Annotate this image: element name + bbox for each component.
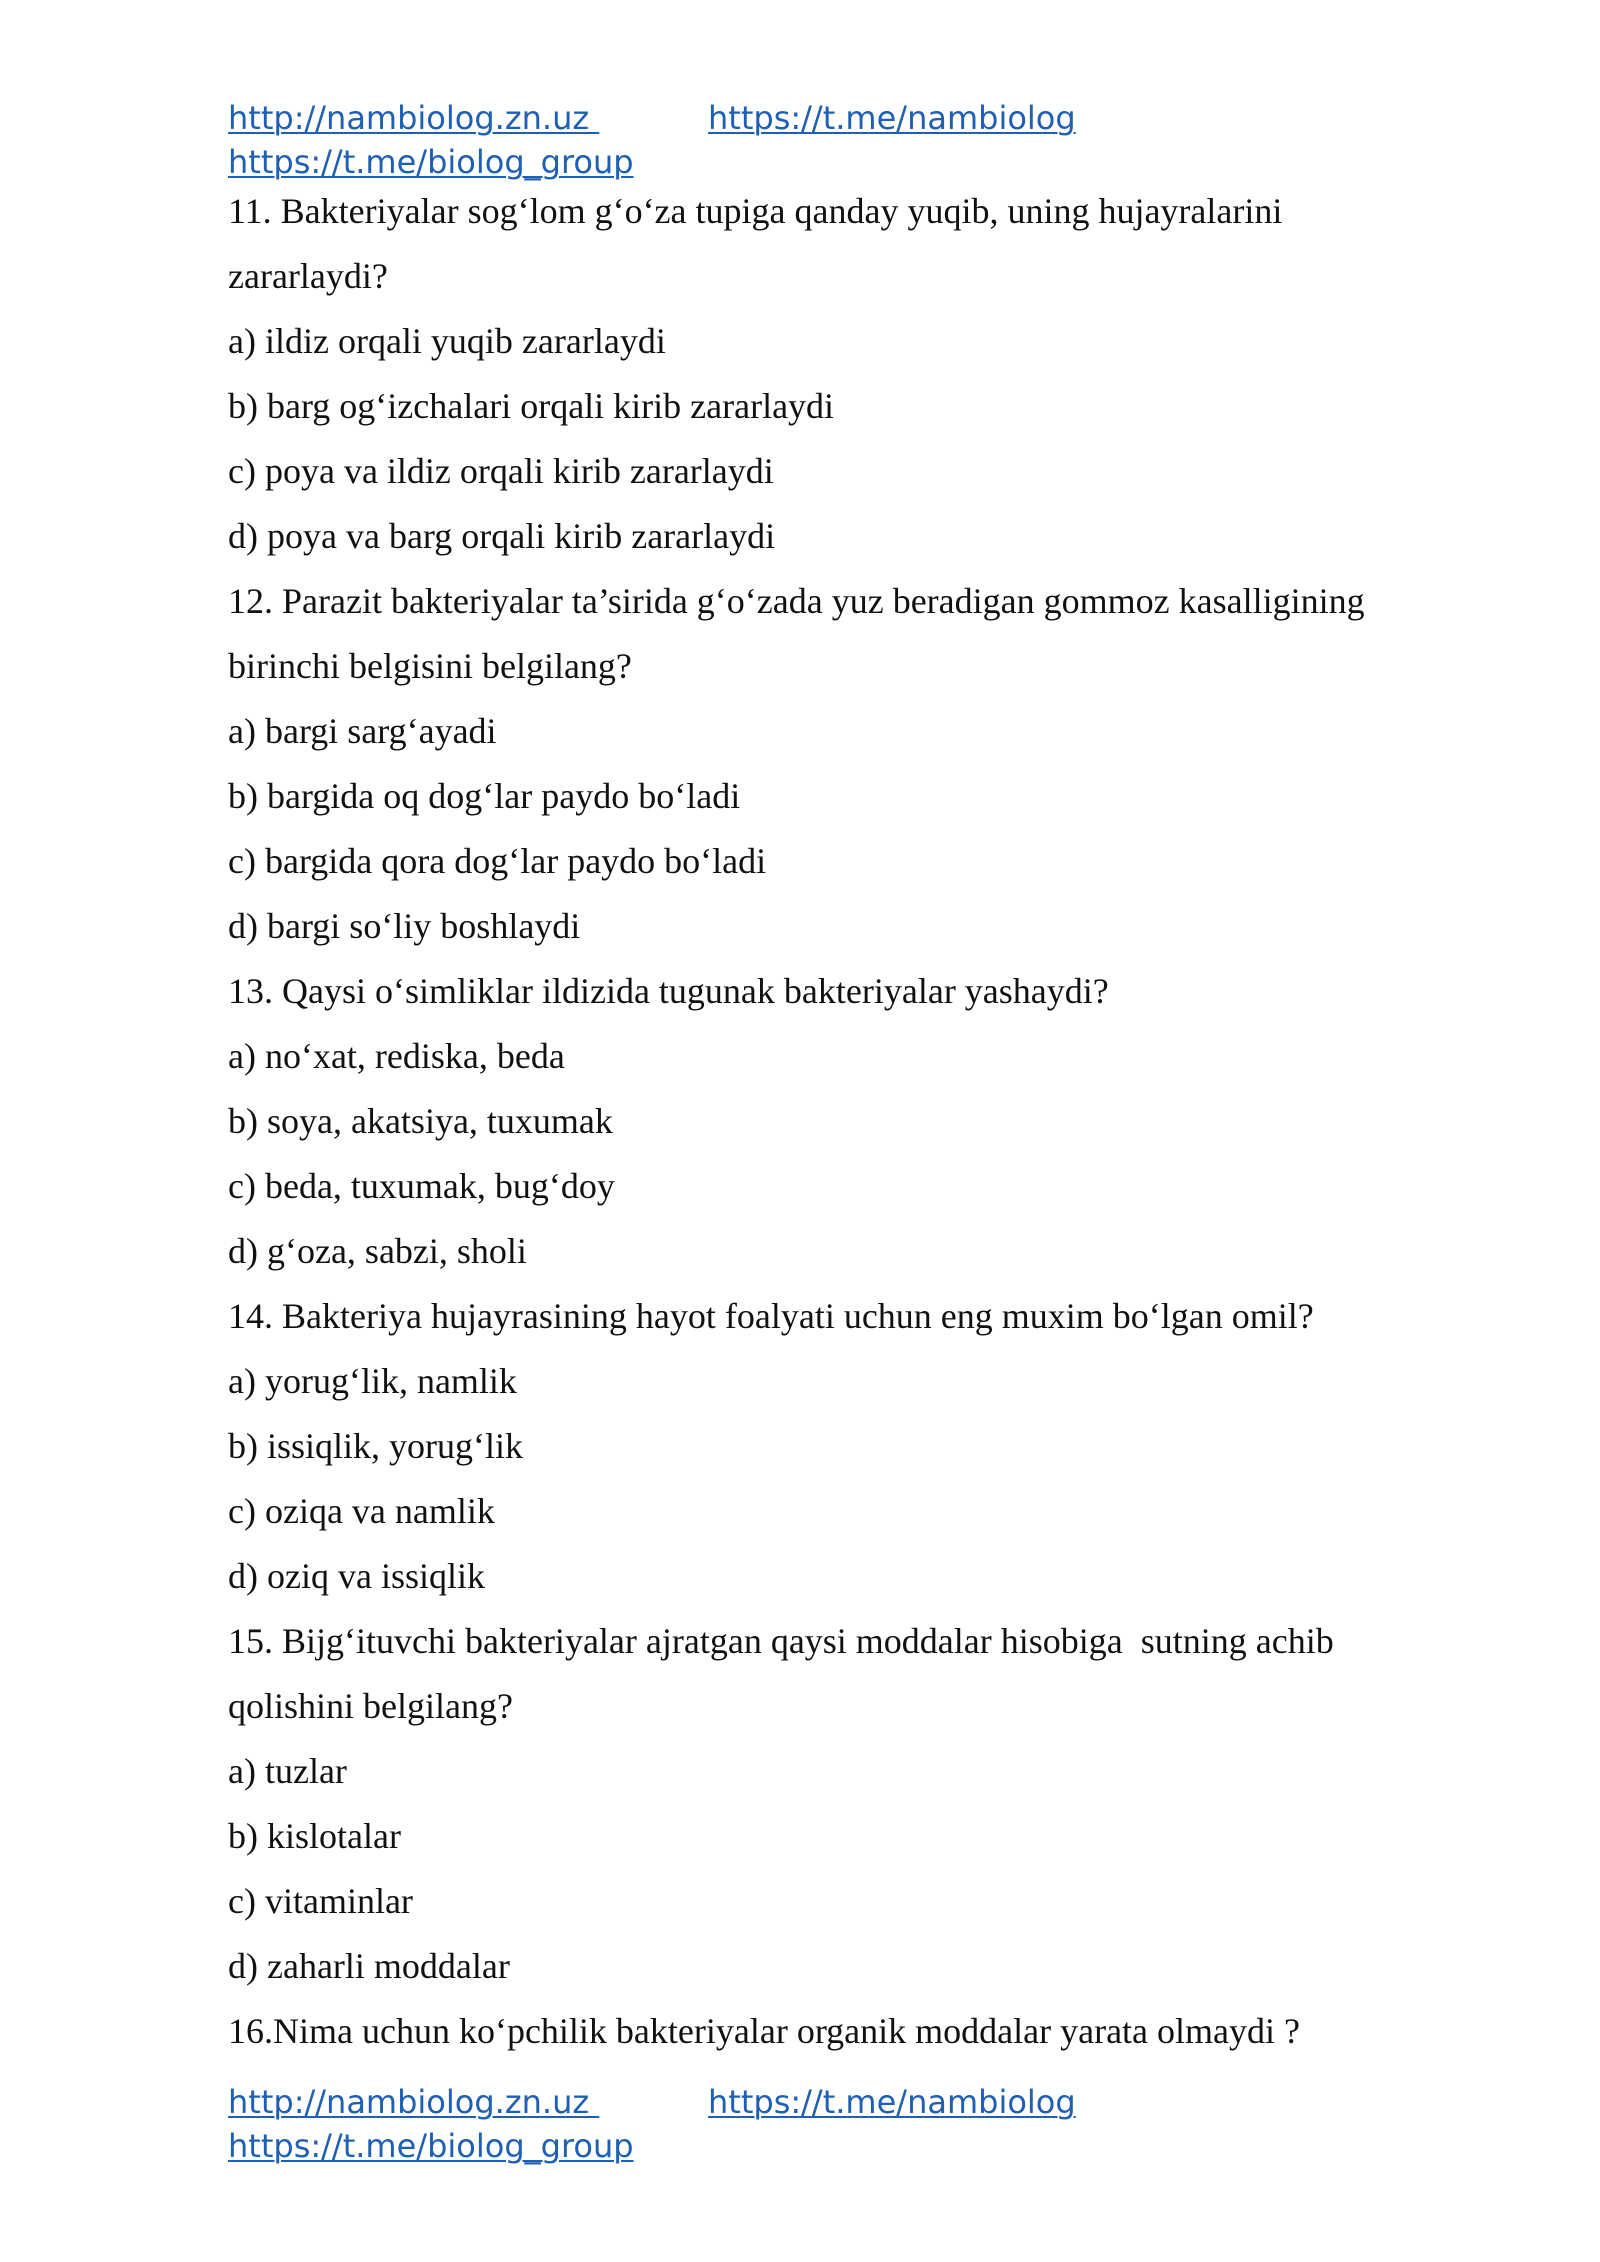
- question-12-text-line-1: 12. Parazit bakteriyalar ta’sirida g‘o‘zada yuz beradigan gommoz kasalligining: [228, 581, 1365, 621]
- question-12-option-c: c) bargida qora dog‘lar paydo bo‘ladi: [228, 841, 767, 881]
- question-11-option-c: c) poya va ildiz orqali kirib zararlaydi: [228, 451, 774, 491]
- question-11-option-d: d) poya va barg orqali kirib zararlaydi: [228, 516, 776, 556]
- question-14-option-b: b) issiqlik, yorug‘lik: [228, 1426, 523, 1466]
- question-15-option-a: a) tuzlar: [228, 1751, 347, 1791]
- question-11-text-line-1: 11. Bakteriyalar sog‘lom g‘o‘za tupiga qanday yuqib, uning hujayralarini: [228, 191, 1283, 231]
- question-13-text: 13. Qaysi o‘simliklar ildizida tugunak bakteriyalar yashaydi?: [228, 971, 1109, 1011]
- question-12-text-line-2: birinchi belgisini belgilang?: [228, 646, 632, 686]
- question-11-option-b: b) barg og‘izchalari orqali kirib zararlaydi: [228, 386, 835, 426]
- question-13-option-c: c) beda, tuxumak, bug‘doy: [228, 1166, 615, 1206]
- question-15-option-c: c) vitaminlar: [228, 1881, 413, 1921]
- question-15-text-line-2: qolishini belgilang?: [228, 1686, 513, 1726]
- question-11-option-a: a) ildiz orqali yuqib zararlaydi: [228, 321, 666, 361]
- question-11-text-line-2: zararlaydi?: [228, 256, 388, 296]
- question-16-text: 16.Nima uchun ko‘pchilik bakteriyalar organik moddalar yarata olmaydi ?: [228, 2011, 1300, 2051]
- question-14-option-a: a) yorug‘lik, namlik: [228, 1361, 517, 1401]
- question-15-option-b: b) kislotalar: [228, 1816, 401, 1856]
- header-site-link[interactable]: http://nambiolog.zn.uz: [228, 99, 600, 137]
- question-12-option-a: a) bargi sarg‘ayadi: [228, 711, 497, 751]
- question-13-option-b: b) soya, akatsiya, tuxumak: [228, 1101, 613, 1141]
- header-channel-link[interactable]: https://t.me/nambiolog: [708, 99, 1076, 137]
- question-14-option-d: d) oziq va issiqlik: [228, 1556, 485, 1596]
- footer-channel-link[interactable]: https://t.me/nambiolog: [708, 2083, 1076, 2121]
- question-15-text-line-1: 15. Bijg‘ituvchi bakteriyalar ajratgan qaysi moddalar hisobiga sutning achib: [228, 1621, 1334, 1661]
- footer-site-link[interactable]: http://nambiolog.zn.uz: [228, 2083, 600, 2121]
- question-14-option-c: c) oziqa va namlik: [228, 1491, 495, 1531]
- question-15-option-d: d) zaharli moddalar: [228, 1946, 510, 1986]
- footer-group-link[interactable]: https://t.me/biolog_group: [228, 2127, 634, 2165]
- question-12-option-d: d) bargi so‘liy boshlaydi: [228, 906, 581, 946]
- question-13-option-a: a) no‘xat, rediska, beda: [228, 1036, 565, 1076]
- quiz-content: [228, 179, 1448, 2064]
- question-13-option-d: d) g‘oza, sabzi, sholi: [228, 1231, 527, 1271]
- question-12-option-b: b) bargida oq dog‘lar paydo bo‘ladi: [228, 776, 741, 816]
- header-group-link[interactable]: https://t.me/biolog_group: [228, 143, 634, 181]
- question-14-text: 14. Bakteriya hujayrasining hayot foalyati uchun eng muxim bo‘lgan omil?: [228, 1296, 1314, 1336]
